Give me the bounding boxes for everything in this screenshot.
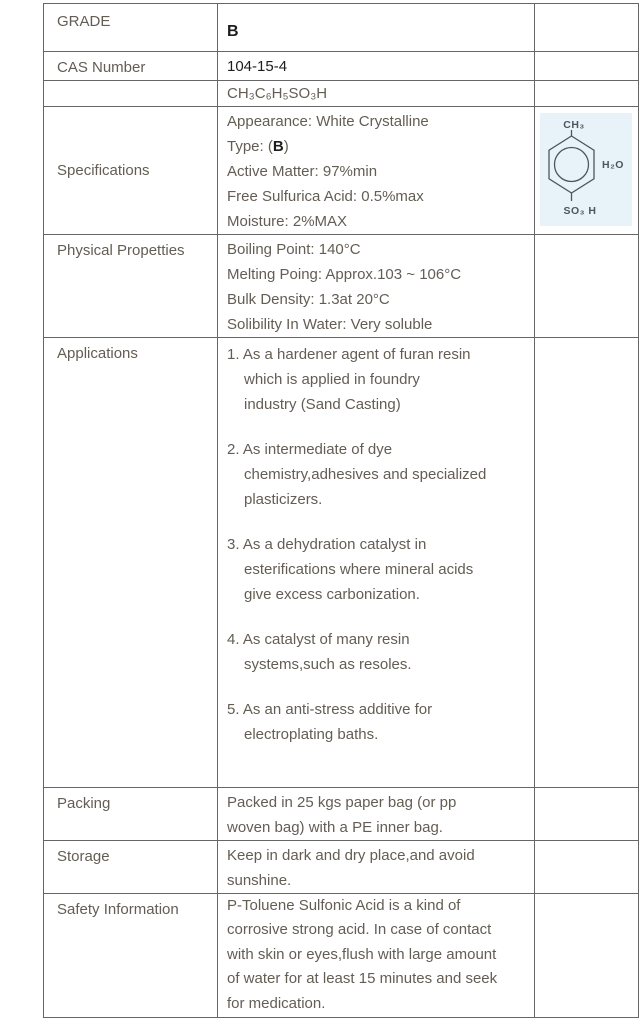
packing-content — [218, 788, 535, 841]
formula-label — [44, 81, 218, 107]
cas-number-value: 104-15-4 — [218, 52, 535, 81]
methyl-group-label: CH₃ — [563, 119, 585, 131]
aromatic-circle — [555, 148, 589, 182]
text-line: Appearance: White Crystalline — [227, 113, 429, 130]
benzene-hexagon — [549, 136, 594, 193]
table-row-formula — [44, 81, 639, 107]
text-line: Solibility In Water: Very soluble — [227, 316, 433, 333]
text: ) — [283, 138, 289, 155]
storage-label: Storage — [44, 841, 218, 894]
text-line: industry (Sand Casting) — [244, 396, 401, 413]
table-row-specifications — [44, 107, 639, 235]
bold-text: B — [272, 138, 284, 155]
application-item — [227, 627, 528, 677]
text-line: Bulk Density: 1.3at 20°C — [227, 291, 390, 308]
physical-properties-lines — [227, 237, 528, 337]
chemical-formula: CH₃C₆H₅SO₃H — [218, 81, 535, 107]
text-line: Melting Poing: Approx.103 ~ 106°C — [227, 266, 462, 283]
text-line: chemistry,adhesives and specialized — [244, 466, 487, 483]
packing-lines — [227, 790, 528, 840]
safety-information-content — [218, 894, 535, 1018]
application-item — [227, 437, 528, 512]
physical-properties-label: Physical Propetties — [44, 235, 218, 338]
text-line: Free Sulfurica Acid: 0.5%max — [227, 188, 424, 205]
text-line: Keep in dark and dry place,and avoid — [227, 847, 475, 864]
text-line: esterifications where mineral acids — [244, 561, 474, 578]
packing-label: Packing — [44, 788, 218, 841]
specifications-lines — [227, 109, 528, 234]
table-row-packing — [44, 788, 639, 841]
application-item — [227, 532, 528, 607]
text-line: Boiling Point: 140°C — [227, 241, 361, 258]
text-line: plasticizers. — [244, 491, 323, 508]
text-line: systems,such as resoles. — [244, 656, 412, 673]
grade-value: B — [218, 4, 535, 52]
empty-cell — [535, 841, 639, 894]
text-line: 5. As an anti-stress additive for — [227, 701, 433, 718]
text-line: P-Toluene Sulfonic Acid is a kind of — [227, 897, 461, 914]
application-item — [227, 697, 528, 747]
applications-list — [227, 342, 528, 747]
text-line: 2. As intermediate of dye — [227, 441, 393, 458]
cas-number-label: CAS Number — [44, 52, 218, 81]
text-line: Active Matter: 97%min — [227, 163, 378, 180]
text-line: 1. As a hardener agent of furan resin — [227, 346, 471, 363]
text-line — [227, 134, 528, 159]
empty-cell — [535, 338, 639, 788]
empty-cell — [535, 788, 639, 841]
table-row-grade — [44, 4, 639, 52]
structure-image-cell — [535, 107, 639, 235]
applications-label: Applications — [44, 338, 218, 788]
specifications-label: Specifications — [44, 107, 218, 235]
empty-cell — [535, 235, 639, 338]
table-row-storage — [44, 841, 639, 894]
text-line: which is applied in foundry — [244, 371, 420, 388]
table-row-applications — [44, 338, 639, 788]
safety-information-lines — [227, 894, 528, 1016]
water-label: H₂O — [602, 159, 624, 171]
text-line: Moisture: 2%MAX — [227, 213, 348, 230]
empty-cell — [535, 52, 639, 81]
text-line: sunshine. — [227, 872, 292, 889]
empty-cell — [535, 894, 639, 1018]
text-line: for medication. — [227, 994, 326, 1012]
text-line: give excess carbonization. — [244, 586, 420, 603]
text-line: electroplating baths. — [244, 726, 379, 743]
table-row-physical-properties — [44, 235, 639, 338]
text-line: Packed in 25 kgs paper bag (or pp — [227, 794, 457, 811]
safety-information-label: Safety Information — [44, 894, 218, 1018]
table-row-cas-number — [44, 52, 639, 81]
text-line: woven bag) with a PE inner bag. — [227, 819, 443, 836]
empty-cell — [535, 4, 639, 52]
storage-lines — [227, 843, 528, 893]
specifications-content — [218, 107, 535, 235]
text: Type: ( — [227, 138, 273, 155]
sulfonic-group-label: SO₃ H — [563, 205, 597, 217]
text-line: with skin or eyes,flush with large amount — [227, 945, 497, 963]
text-line: 3. As a dehydration catalyst in — [227, 536, 427, 553]
applications-content — [218, 338, 535, 788]
grade-label: GRADE — [44, 4, 218, 52]
product-spec-table — [43, 3, 639, 1018]
benzene-ring-diagram — [540, 113, 632, 226]
chemical-structure-image — [540, 113, 632, 226]
table-row-safety-information — [44, 894, 639, 1018]
text-line: of water for at least 15 minutes and seek — [227, 970, 498, 988]
text-line: corrosive strong acid. In case of contact — [227, 921, 492, 939]
physical-properties-content — [218, 235, 535, 338]
text-line: 4. As catalyst of many resin — [227, 631, 410, 648]
storage-content — [218, 841, 535, 894]
empty-cell — [535, 81, 639, 107]
application-item — [227, 342, 528, 417]
